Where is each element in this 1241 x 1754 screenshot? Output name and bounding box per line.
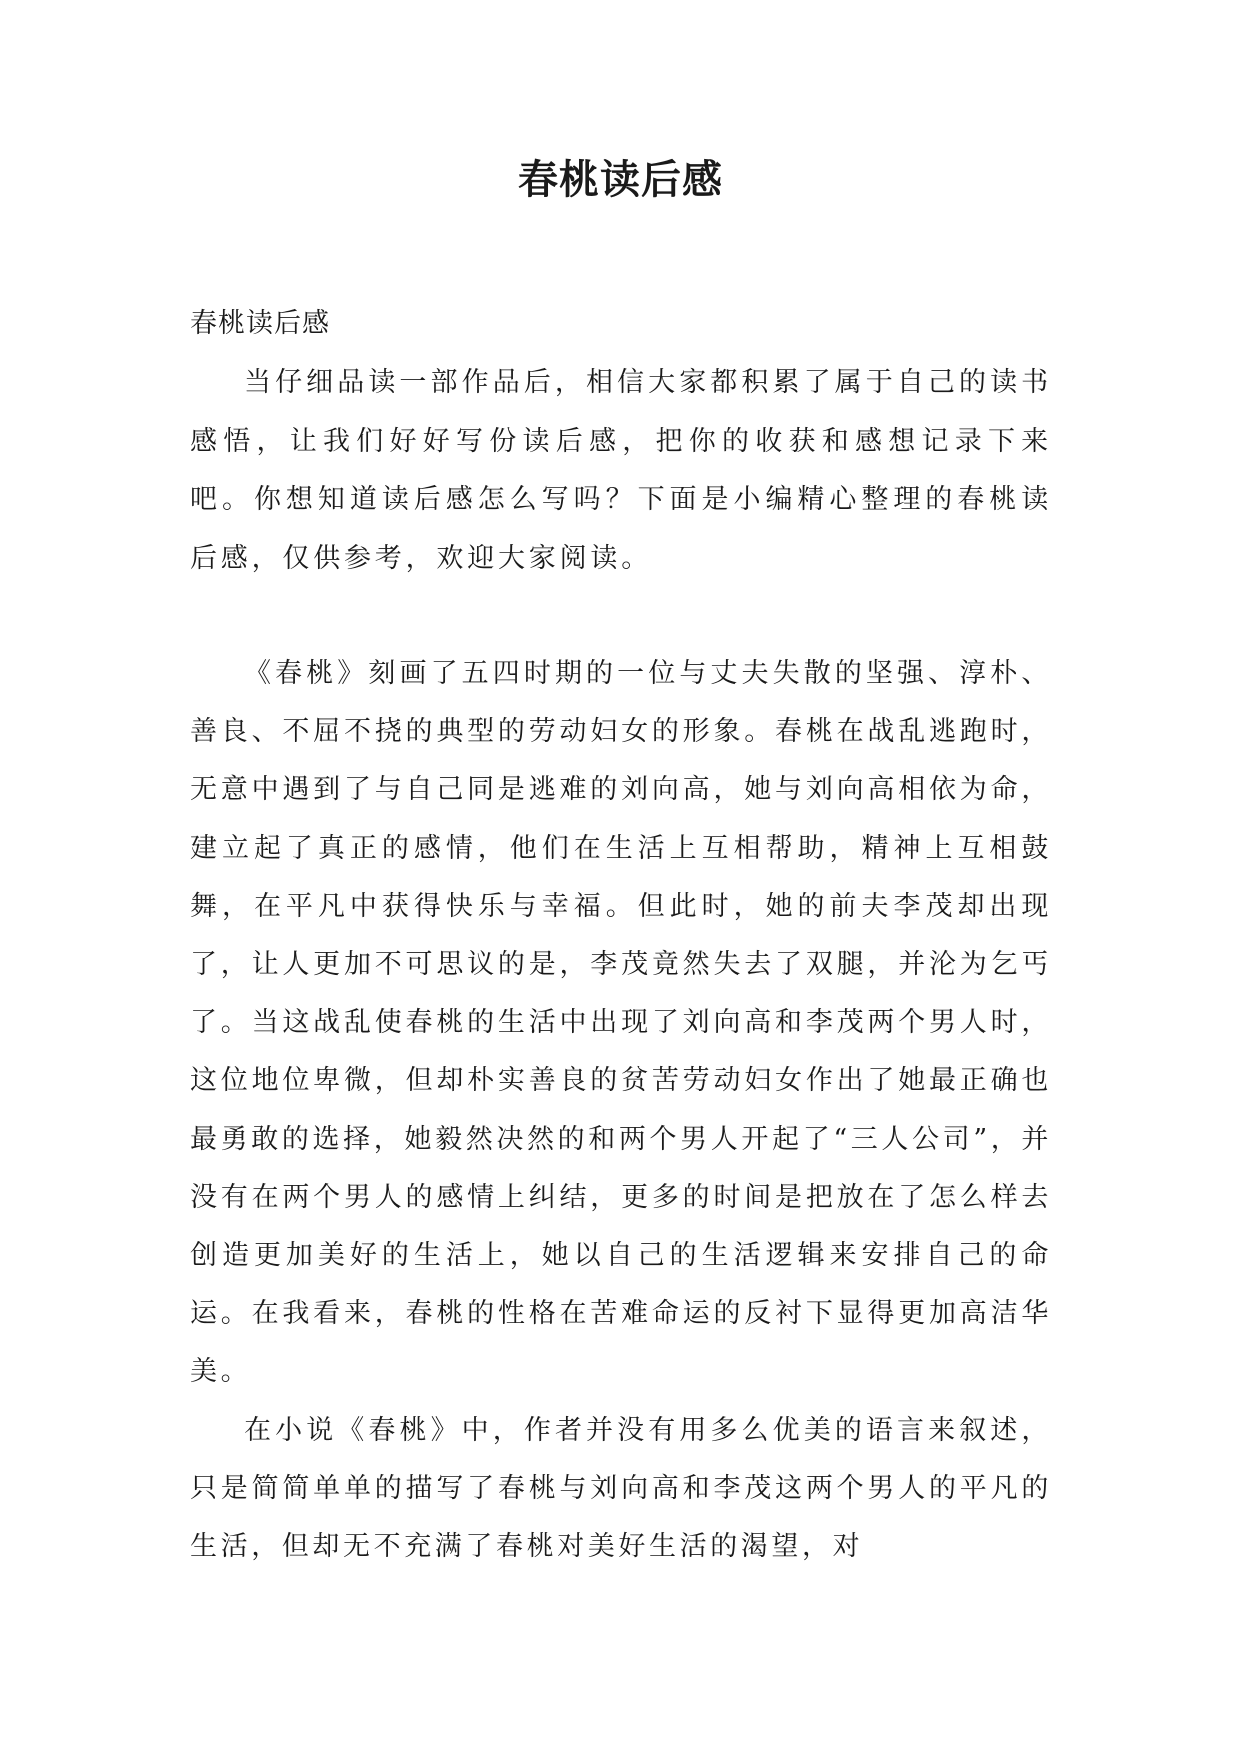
document-subtitle: 春桃读后感 (190, 308, 330, 339)
body-paragraph-2: 在小说《春桃》中，作者并没有用多么优美的语言来叙述，只是简简单单的描写了春桃与刘向高和李茂这两个男人的平凡的生活，但却无不充满了春桃对美好生活的渴望，对 (190, 1414, 1052, 1563)
document-title: 春桃读后感 (518, 157, 723, 203)
document-body (190, 294, 1052, 1576)
body-paragraph-1: 《春桃》刻画了五四时期的一位与丈夫失散的坚强、淳朴、善良、不屈不挠的典型的劳动妇女的形象。春桃在战乱逃跑时，无意中遇到了与自己同是逃难的刘向高，她与刘向高相依为命，建立起了真正的感情，他们在生活上互相帮助，精神上互相鼓舞，在平凡中获得快乐与幸福。但此时，她的前夫李茂却出现了，让人更加不可思议的是，李茂竟然失去了双腿，并沦为乞丐了。当这战乱使春桃的生活中出现了刘向高和李茂两个男人时，这位地位卑微，但却朴实善良的贫苦劳动妇女作出了她最正确也最勇敢的选择，她毅然决然的和两个男人开起了“三人公司”，并没有在两个男人的感情上纠结，更多的时间是把放在了怎么样去创造更加美好的生活上，她以自己的生活逻辑来安排自己的命运。在我看来，春桃的性格在苦难命运的反衬下显得更加高洁华美。 (190, 658, 1052, 1388)
paragraph-gap (190, 588, 1052, 645)
intro-paragraph: 当仔细品读一部作品后，相信大家都积累了属于自己的读书感悟，让我们好好写份读后感，把你的收获和感想记录下来吧。你想知道读后感怎么写吗？下面是小编精心整理的春桃读后感，仅供参考，欢迎大家阅读。 (190, 367, 1052, 574)
